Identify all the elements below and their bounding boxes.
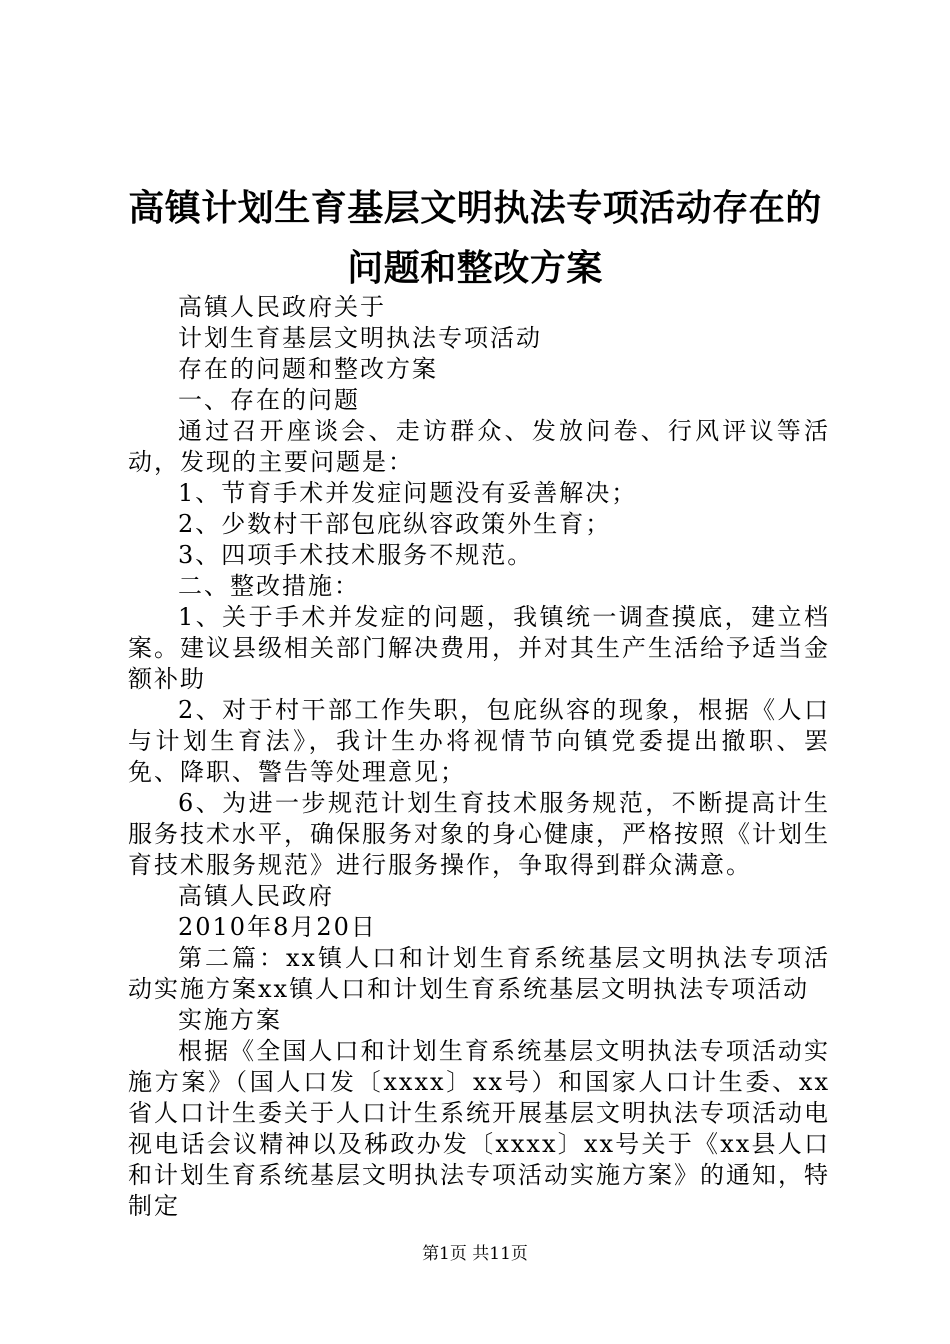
list-item: 1、关于手术并发症的问题，我镇统一调查摸底，建立档案。建议县级相关部门解决费用，并对其生产生活给予适当金额补助 [128,603,830,693]
paragraph: 高镇人民政府关于 [178,293,386,321]
section-heading: 二、整改措施： [178,572,360,600]
paragraph: 第二篇：xx镇人口和计划生育系统基层文明执法专项活动实施方案xx镇人口和计划生育系统基层文明执法专项活动 [128,944,830,1003]
paragraph: 通过召开座谈会、走访群众、发放问卷、行风评议等活动，发现的主要问题是： [128,417,830,476]
list-item: 2、少数村干部包庇纵容政策外生育； [178,510,612,538]
paragraph: 计划生育基层文明执法专项活动 [178,324,542,352]
list-item: 1、节育手术并发症问题没有妥善解决； [178,479,638,507]
list-item: 6、为进一步规范计划生育技术服务规范，不断提高计生服务技术水平，确保服务对象的身心健康，严格按照《计划生育技术服务规范》进行服务操作，争取得到群众满意。 [128,789,830,879]
paragraph: 实施方案 [178,1006,282,1034]
list-item: 2、对于村干部工作失职，包庇纵容的现象，根据《人口与计划生育法》，我计生办将视情节向镇党委提出撤职、罢免、降职、警告等处理意见； [128,696,830,786]
list-item: 3、四项手术技术服务不规范。 [178,541,534,569]
signature-date: 2010年8月20日 [178,913,377,941]
section-heading: 一、存在的问题 [178,386,360,414]
page-number: 第1页 共11页 [422,1244,528,1264]
paragraph: 根据《全国人口和计划生育系统基层文明执法专项活动实施方案》（国人口发〔xxxx〕xx号）和国家人口计生委、xx省人口计生委关于人口计生系统开展基层文明执法专项活动电视电话会议精神以及秭政办发〔xxxx〕xx号关于《xx县人口和计划生育系统基层文明执法专项活动实施方案》的通知，特制定 [128,1037,830,1220]
paragraph: 存在的问题和整改方案 [178,355,438,383]
signature-org: 高镇人民政府 [178,882,334,910]
document-title: 高镇计划生育基层文明执法专项活动存在的问题和整改方案 [128,187,822,289]
document-body [128,292,830,1222]
